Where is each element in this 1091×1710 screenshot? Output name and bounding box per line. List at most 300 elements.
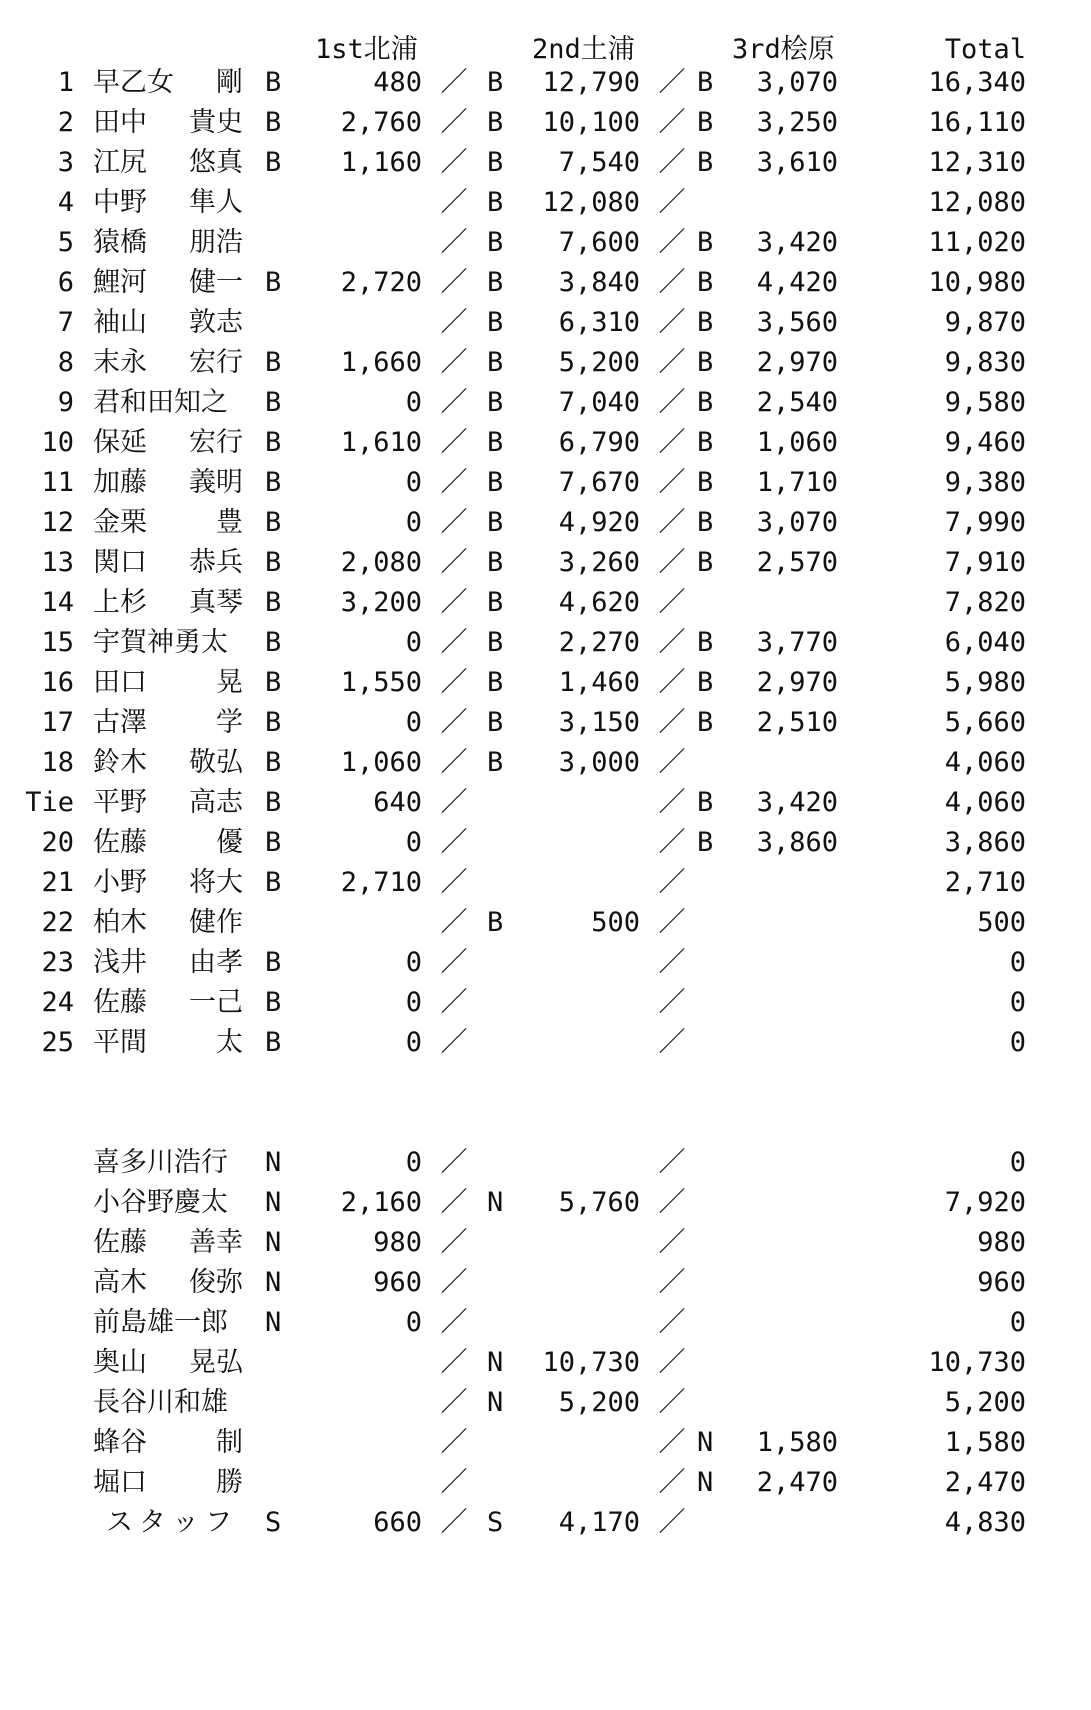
slash-separator: ／ — [658, 947, 686, 978]
guest-row — [0, 1503, 1091, 1543]
rank-cell: Tie — [25, 787, 74, 818]
given-name: 将大 — [189, 867, 243, 898]
guest-row — [0, 1223, 1091, 1263]
player-name — [93, 503, 243, 543]
score-round-3: 3,420 — [756, 787, 838, 818]
total-score: 9,870 — [944, 307, 1026, 338]
given-name: 優 — [216, 827, 243, 858]
score-round-1: 480 — [373, 67, 422, 98]
score-round-1: 2,710 — [340, 867, 422, 898]
slash-separator: ／ — [440, 1507, 468, 1538]
given-name: 真琴 — [189, 587, 243, 618]
slash-separator: ／ — [440, 1427, 468, 1458]
slash-separator: ／ — [440, 1027, 468, 1058]
full-name: 小谷野慶太 — [93, 1187, 228, 1218]
division-3: B — [697, 107, 714, 138]
rank-cell: 23 — [41, 947, 74, 978]
division-2: N — [487, 1347, 504, 1378]
division-1: S — [265, 1507, 282, 1538]
given-name: 敬弘 — [189, 747, 243, 778]
score-round-2: 5,760 — [558, 1187, 640, 1218]
slash-separator: ／ — [658, 667, 686, 698]
division-3: N — [697, 1467, 714, 1498]
division-3 — [697, 1143, 727, 1183]
rank-cell — [20, 1143, 74, 1183]
score-round-3 — [730, 1343, 838, 1383]
division-1 — [265, 223, 295, 263]
score-round-2 — [520, 1223, 640, 1263]
division-2: B — [487, 347, 504, 378]
family-name: 高木 — [93, 1267, 147, 1298]
family-name: 古澤 — [93, 707, 147, 738]
division-1 — [265, 303, 295, 343]
player-name — [93, 223, 243, 263]
score-round-1 — [300, 1383, 422, 1423]
rank-cell: 14 — [41, 587, 74, 618]
total-score: 5,660 — [944, 707, 1026, 738]
slash-separator: ／ — [658, 1507, 686, 1538]
score-round-2 — [520, 863, 640, 903]
staff-label: スタッフ — [106, 1507, 238, 1538]
division-2: B — [487, 427, 504, 458]
slash-separator: ／ — [658, 147, 686, 178]
slash-separator: ／ — [440, 547, 468, 578]
family-name: 中野 — [93, 187, 147, 218]
score-round-3 — [730, 943, 838, 983]
score-round-2: 10,100 — [542, 107, 640, 138]
score-round-1: 0 — [405, 1147, 422, 1178]
division-2 — [487, 943, 517, 983]
member-row — [0, 943, 1091, 983]
division-1: B — [265, 587, 282, 618]
guest-row — [0, 1383, 1091, 1423]
division-1: B — [265, 387, 282, 418]
score-round-3: 2,510 — [756, 707, 838, 738]
score-round-1 — [300, 1343, 422, 1383]
score-round-2: 10,730 — [542, 1347, 640, 1378]
rank-cell: 15 — [41, 627, 74, 658]
slash-separator: ／ — [658, 827, 686, 858]
score-round-2: 2,270 — [558, 627, 640, 658]
guest-row — [0, 1343, 1091, 1383]
score-round-1 — [300, 223, 422, 263]
rank-cell: 13 — [41, 547, 74, 578]
score-round-3: 2,540 — [756, 387, 838, 418]
player-name — [93, 943, 243, 983]
division-1: B — [265, 987, 282, 1018]
division-1: B — [265, 147, 282, 178]
division-3: B — [697, 787, 714, 818]
family-name: 早乙女 — [93, 67, 174, 98]
given-name: 晃弘 — [189, 1347, 243, 1378]
player-name — [93, 183, 243, 223]
division-1: B — [265, 347, 282, 378]
division-2: B — [487, 187, 504, 218]
division-2: N — [487, 1187, 504, 1218]
score-round-1 — [300, 1423, 422, 1463]
score-round-2 — [520, 983, 640, 1023]
score-round-2: 7,040 — [558, 387, 640, 418]
slash-separator: ／ — [440, 1187, 468, 1218]
total-score: 9,460 — [944, 427, 1026, 458]
header-round-2: 2nd土浦 — [532, 34, 635, 65]
division-3: B — [697, 427, 714, 458]
division-1 — [265, 1383, 295, 1423]
score-round-2: 4,620 — [558, 587, 640, 618]
score-round-2: 3,000 — [558, 747, 640, 778]
member-row — [0, 103, 1091, 143]
given-name: 太 — [216, 1027, 243, 1058]
division-3 — [697, 1383, 727, 1423]
full-name: 前島雄一郎 — [93, 1307, 228, 1338]
given-name: 朋浩 — [189, 227, 243, 258]
given-name: 学 — [216, 707, 243, 738]
player-name — [93, 823, 243, 863]
score-round-3: 3,560 — [756, 307, 838, 338]
division-3: B — [697, 707, 714, 738]
score-round-1: 640 — [373, 787, 422, 818]
division-2: B — [487, 547, 504, 578]
division-3: B — [697, 667, 714, 698]
score-round-1: 1,550 — [340, 667, 422, 698]
division-1: B — [265, 467, 282, 498]
family-name: 保延 — [93, 427, 147, 458]
player-name — [93, 543, 243, 583]
member-row — [0, 983, 1091, 1023]
total-score: 4,060 — [944, 787, 1026, 818]
division-1: B — [265, 627, 282, 658]
rank-cell — [20, 1423, 74, 1463]
score-round-1: 1,060 — [340, 747, 422, 778]
division-2: B — [487, 307, 504, 338]
header-total: Total — [944, 34, 1026, 65]
member-row — [0, 823, 1091, 863]
family-name: 浅井 — [93, 947, 147, 978]
division-2 — [487, 823, 517, 863]
given-name: 勝 — [216, 1467, 243, 1498]
rank-cell — [20, 1263, 74, 1303]
total-score: 11,020 — [928, 227, 1026, 258]
given-name: 貴史 — [189, 107, 243, 138]
rank-cell: 25 — [41, 1027, 74, 1058]
total-score: 6,040 — [944, 627, 1026, 658]
score-round-3: 3,070 — [756, 507, 838, 538]
slash-separator: ／ — [658, 1267, 686, 1298]
score-round-3 — [730, 1223, 838, 1263]
given-name: 敦志 — [189, 307, 243, 338]
total-score: 9,830 — [944, 347, 1026, 378]
member-row — [0, 543, 1091, 583]
member-row — [0, 903, 1091, 943]
member-row — [0, 863, 1091, 903]
score-round-1: 0 — [405, 707, 422, 738]
score-round-3: 2,470 — [756, 1467, 838, 1498]
score-round-1: 0 — [405, 1307, 422, 1338]
score-round-3: 3,610 — [756, 147, 838, 178]
division-1: B — [265, 547, 282, 578]
score-round-2: 6,790 — [558, 427, 640, 458]
slash-separator: ／ — [440, 707, 468, 738]
division-1: B — [265, 827, 282, 858]
division-1: B — [265, 867, 282, 898]
score-round-2 — [520, 1023, 640, 1063]
score-round-3 — [730, 1023, 838, 1063]
slash-separator: ／ — [658, 787, 686, 818]
division-3 — [697, 943, 727, 983]
score-round-1: 1,660 — [340, 347, 422, 378]
score-round-2 — [520, 1263, 640, 1303]
score-round-2: 6,310 — [558, 307, 640, 338]
member-row — [0, 703, 1091, 743]
slash-separator: ／ — [440, 507, 468, 538]
score-round-1: 3,200 — [340, 587, 422, 618]
score-round-3: 2,570 — [756, 547, 838, 578]
given-name: 宏行 — [189, 347, 243, 378]
score-round-1: 980 — [373, 1227, 422, 1258]
family-name: 堀口 — [93, 1467, 147, 1498]
slash-separator: ／ — [440, 827, 468, 858]
rank-cell — [20, 1463, 74, 1503]
member-row — [0, 623, 1091, 663]
score-round-2: 5,200 — [558, 347, 640, 378]
score-round-2 — [520, 1463, 640, 1503]
total-score: 500 — [977, 907, 1026, 938]
division-1: B — [265, 67, 282, 98]
given-name: 悠真 — [189, 147, 243, 178]
member-row — [0, 343, 1091, 383]
player-name — [93, 623, 243, 663]
rank-cell: 9 — [57, 387, 74, 418]
division-3 — [697, 1303, 727, 1343]
slash-separator: ／ — [658, 1027, 686, 1058]
total-score: 2,710 — [944, 867, 1026, 898]
slash-separator: ／ — [658, 267, 686, 298]
score-round-1: 0 — [405, 467, 422, 498]
division-2 — [487, 1423, 517, 1463]
division-3: B — [697, 827, 714, 858]
score-round-1: 0 — [405, 1027, 422, 1058]
slash-separator: ／ — [440, 67, 468, 98]
score-round-2 — [520, 783, 640, 823]
member-row — [0, 263, 1091, 303]
player-name — [93, 743, 243, 783]
member-row — [0, 223, 1091, 263]
division-3 — [697, 1223, 727, 1263]
rank-cell: 20 — [41, 827, 74, 858]
division-2 — [487, 1303, 517, 1343]
division-3: B — [697, 467, 714, 498]
slash-separator: ／ — [440, 387, 468, 418]
total-score: 1,580 — [944, 1427, 1026, 1458]
division-1: B — [265, 787, 282, 818]
total-score: 960 — [977, 1267, 1026, 1298]
slash-separator: ／ — [658, 1427, 686, 1458]
score-round-1: 2,160 — [340, 1187, 422, 1218]
given-name: 剛 — [216, 67, 243, 98]
player-name — [93, 863, 243, 903]
slash-separator: ／ — [440, 787, 468, 818]
score-round-3 — [730, 863, 838, 903]
score-round-3: 1,060 — [756, 427, 838, 458]
member-row — [0, 143, 1091, 183]
family-name: 佐藤 — [93, 987, 147, 1018]
total-score: 12,310 — [928, 147, 1026, 178]
division-3 — [697, 1263, 727, 1303]
family-name: 田中 — [93, 107, 147, 138]
slash-separator: ／ — [440, 1387, 468, 1418]
family-name: 奥山 — [93, 1347, 147, 1378]
score-round-2 — [520, 1303, 640, 1343]
slash-separator: ／ — [658, 1467, 686, 1498]
slash-separator: ／ — [440, 587, 468, 618]
given-name: 豊 — [216, 507, 243, 538]
family-name: 平野 — [93, 787, 147, 818]
member-row — [0, 1023, 1091, 1063]
guest-row — [0, 1303, 1091, 1343]
header-round-1: 1st北浦 — [315, 34, 418, 65]
rank-cell: 18 — [41, 747, 74, 778]
division-1: B — [265, 747, 282, 778]
slash-separator: ／ — [658, 547, 686, 578]
player-name — [93, 263, 243, 303]
score-round-1: 0 — [405, 627, 422, 658]
rank-cell — [20, 1183, 74, 1223]
rank-cell: 24 — [41, 987, 74, 1018]
player-name — [93, 903, 243, 943]
family-name: 袖山 — [93, 307, 147, 338]
rank-cell: 2 — [57, 107, 74, 138]
given-name: 晃 — [216, 667, 243, 698]
division-2: N — [487, 1387, 504, 1418]
slash-separator: ／ — [440, 867, 468, 898]
player-name — [93, 463, 243, 503]
division-3: B — [697, 507, 714, 538]
score-round-2: 7,540 — [558, 147, 640, 178]
rank-cell — [20, 1503, 74, 1543]
header-round-3: 3rd桧原 — [732, 34, 835, 65]
total-score: 4,830 — [944, 1507, 1026, 1538]
division-3 — [697, 583, 727, 623]
score-round-3 — [730, 1303, 838, 1343]
slash-separator: ／ — [658, 907, 686, 938]
division-1: N — [265, 1187, 282, 1218]
family-name: 関口 — [93, 547, 147, 578]
total-score: 0 — [1009, 1147, 1026, 1178]
division-3: N — [697, 1427, 714, 1458]
division-2: B — [487, 107, 504, 138]
rank-cell: 8 — [57, 347, 74, 378]
slash-separator: ／ — [658, 227, 686, 258]
slash-separator: ／ — [658, 867, 686, 898]
slash-separator: ／ — [440, 1467, 468, 1498]
player-name — [93, 663, 243, 703]
slash-separator: ／ — [440, 947, 468, 978]
division-1 — [265, 1423, 295, 1463]
score-round-2: 7,600 — [558, 227, 640, 258]
total-score: 0 — [1009, 987, 1026, 1018]
division-1: N — [265, 1267, 282, 1298]
score-round-1: 0 — [405, 507, 422, 538]
member-row — [0, 503, 1091, 543]
given-name: 隼人 — [189, 187, 243, 218]
division-1: B — [265, 507, 282, 538]
guest-row — [0, 1183, 1091, 1223]
rank-cell: 22 — [41, 907, 74, 938]
player-name — [93, 1383, 243, 1423]
division-1 — [265, 1463, 295, 1503]
rank-cell: 10 — [41, 427, 74, 458]
player-name — [93, 303, 243, 343]
slash-separator: ／ — [658, 1307, 686, 1338]
score-round-2 — [520, 1423, 640, 1463]
rank-cell: 1 — [57, 67, 74, 98]
family-name: 金栗 — [93, 507, 147, 538]
player-name — [93, 1263, 243, 1303]
score-round-1 — [300, 903, 422, 943]
score-round-1: 1,160 — [340, 147, 422, 178]
slash-separator: ／ — [440, 987, 468, 1018]
division-2 — [487, 783, 517, 823]
slash-separator: ／ — [440, 187, 468, 218]
rank-cell: 12 — [41, 507, 74, 538]
total-score: 0 — [1009, 1307, 1026, 1338]
score-round-2: 7,670 — [558, 467, 640, 498]
player-name — [93, 383, 243, 423]
family-name: 佐藤 — [93, 827, 147, 858]
score-round-3 — [730, 1503, 838, 1543]
division-2: B — [487, 907, 504, 938]
division-3 — [697, 1023, 727, 1063]
score-round-2: 3,840 — [558, 267, 640, 298]
family-name: 小野 — [93, 867, 147, 898]
slash-separator: ／ — [658, 1187, 686, 1218]
score-round-1: 0 — [405, 947, 422, 978]
score-round-1: 2,760 — [340, 107, 422, 138]
division-1: B — [265, 667, 282, 698]
score-round-3: 2,970 — [756, 347, 838, 378]
score-round-3: 3,420 — [756, 227, 838, 258]
slash-separator: ／ — [658, 587, 686, 618]
rank-cell — [20, 1343, 74, 1383]
slash-separator: ／ — [440, 1267, 468, 1298]
division-2: S — [487, 1507, 504, 1538]
player-name — [93, 1183, 243, 1223]
slash-separator: ／ — [440, 227, 468, 258]
member-row — [0, 183, 1091, 223]
given-name: 恭兵 — [189, 547, 243, 578]
score-round-2: 12,790 — [542, 67, 640, 98]
slash-separator: ／ — [440, 147, 468, 178]
score-round-3: 1,580 — [756, 1427, 838, 1458]
family-name: 柏木 — [93, 907, 147, 938]
full-name: 長谷川和雄 — [93, 1387, 228, 1418]
member-row — [0, 783, 1091, 823]
member-row — [0, 663, 1091, 703]
total-score: 7,920 — [944, 1187, 1026, 1218]
division-2: B — [487, 707, 504, 738]
slash-separator: ／ — [440, 467, 468, 498]
total-score: 0 — [1009, 1027, 1026, 1058]
slash-separator: ／ — [658, 387, 686, 418]
division-1 — [265, 1343, 295, 1383]
slash-separator: ／ — [658, 1387, 686, 1418]
slash-separator: ／ — [658, 747, 686, 778]
total-score: 10,980 — [928, 267, 1026, 298]
slash-separator: ／ — [658, 107, 686, 138]
family-name: 蜂谷 — [93, 1427, 147, 1458]
slash-separator: ／ — [440, 1347, 468, 1378]
division-3: B — [697, 387, 714, 418]
